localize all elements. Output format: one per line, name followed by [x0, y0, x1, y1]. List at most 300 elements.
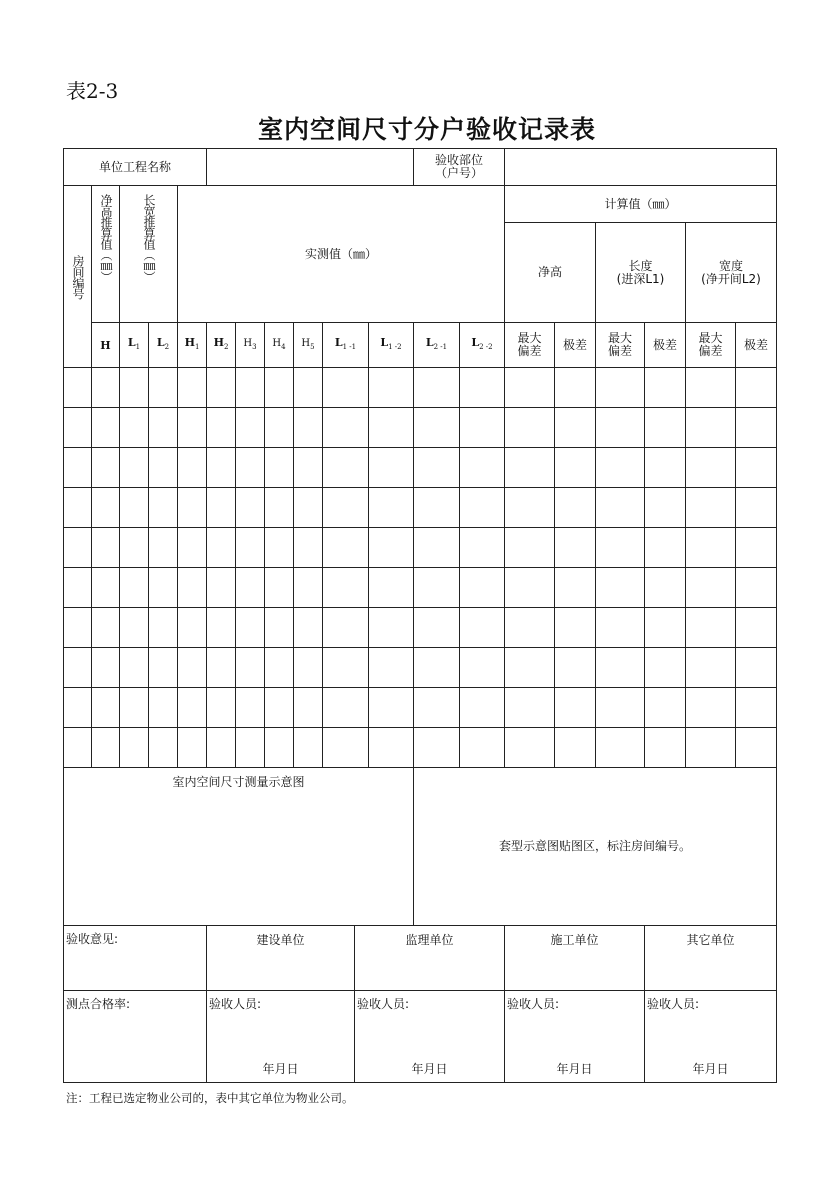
data-cell[interactable] [119, 607, 149, 648]
unit-signature-1[interactable] [206, 990, 355, 1083]
data-cell[interactable] [91, 567, 120, 608]
data-cell[interactable] [91, 527, 120, 568]
unit-signature-3[interactable] [504, 990, 645, 1083]
data-cell[interactable] [685, 567, 736, 608]
data-cell[interactable] [119, 407, 149, 448]
data-cell[interactable] [322, 487, 369, 528]
data-cell[interactable] [554, 447, 596, 488]
sym-h: H [100, 338, 111, 352]
location-label [413, 148, 505, 186]
data-cell[interactable] [91, 607, 120, 648]
sym-l2-1-base: L [425, 335, 434, 349]
data-cell[interactable] [63, 567, 92, 608]
data-cell[interactable] [554, 487, 596, 528]
column-header [177, 322, 207, 368]
data-cell[interactable] [206, 407, 236, 448]
width-header-text-line2: (净开间L2) [701, 271, 761, 286]
lw-est-header-text: 长宽推算值（㎜） [142, 194, 156, 282]
width-header-text-line1: 宽度 [718, 258, 743, 273]
data-cell[interactable] [293, 407, 323, 448]
data-cell[interactable] [554, 727, 596, 768]
data-cell[interactable] [148, 687, 178, 728]
data-cell[interactable] [264, 487, 294, 528]
sym-h1-sub: 1 [194, 343, 200, 352]
data-cell[interactable] [685, 407, 736, 448]
data-cell[interactable] [644, 647, 686, 688]
data-cell[interactable] [293, 727, 323, 768]
data-cell[interactable] [206, 527, 236, 568]
data-cell[interactable] [459, 607, 505, 648]
sym-h3 [243, 337, 256, 354]
data-cell[interactable] [504, 687, 555, 728]
measurement-diagram-label: 室内空间尺寸测量示意图 [172, 775, 305, 789]
data-cell[interactable] [264, 567, 294, 608]
data-cell[interactable] [177, 487, 207, 528]
data-cell[interactable] [735, 487, 777, 528]
data-cell[interactable] [119, 527, 149, 568]
max-dev-width-line1: 最大 [698, 331, 723, 345]
data-cell[interactable] [554, 367, 596, 408]
data-cell[interactable] [595, 687, 645, 728]
data-cell[interactable] [177, 687, 207, 728]
location-label-text-line2: （户号） [434, 166, 483, 180]
data-cell[interactable] [206, 487, 236, 528]
data-cell[interactable] [459, 687, 505, 728]
length-header-text [617, 260, 665, 286]
data-cell[interactable] [685, 687, 736, 728]
data-cell[interactable] [63, 447, 92, 488]
data-cell[interactable] [595, 727, 645, 768]
data-cell[interactable] [504, 487, 555, 528]
data-cell[interactable] [119, 567, 149, 608]
data-cell[interactable] [264, 647, 294, 688]
data-cell[interactable] [459, 527, 505, 568]
data-cell[interactable] [322, 727, 369, 768]
data-cell[interactable] [554, 647, 596, 688]
max-dev-height-line1: 最大 [517, 331, 542, 345]
data-cell[interactable] [206, 687, 236, 728]
data-cell[interactable] [177, 607, 207, 648]
sym-l2-1 [426, 336, 447, 354]
unit-header-1 [206, 925, 355, 991]
measurement-diagram-area[interactable] [63, 767, 414, 926]
data-cell[interactable] [413, 487, 460, 528]
data-cell[interactable] [413, 647, 460, 688]
max-dev-width [698, 332, 722, 358]
sym-h2 [214, 336, 229, 354]
clear-height-header-text: 净高 [537, 265, 562, 279]
sym-h1-base: H [184, 335, 195, 349]
data-cell[interactable] [459, 567, 505, 608]
data-cell[interactable] [368, 487, 414, 528]
data-cell[interactable] [148, 447, 178, 488]
unit-header-4 [644, 925, 777, 991]
data-cell[interactable] [119, 727, 149, 768]
data-cell[interactable] [735, 607, 777, 648]
data-cell[interactable] [504, 607, 555, 648]
sym-h1 [185, 336, 200, 354]
data-cell[interactable] [177, 727, 207, 768]
data-cell[interactable] [413, 527, 460, 568]
sym-l2 [157, 336, 169, 354]
data-cell[interactable] [685, 607, 736, 648]
sym-l2-1-sub: 2 -1 [433, 343, 448, 352]
sym-l1-1-sub: 1 -1 [342, 343, 357, 352]
data-cell[interactable] [293, 527, 323, 568]
data-cell[interactable] [595, 527, 645, 568]
data-cell[interactable] [504, 447, 555, 488]
column-header [504, 322, 555, 368]
data-cell[interactable] [459, 647, 505, 688]
data-cell[interactable] [644, 447, 686, 488]
column-header [322, 322, 369, 368]
measured-header-text: 实测值（㎜） [304, 246, 377, 261]
data-cell[interactable] [177, 407, 207, 448]
data-cell[interactable] [685, 527, 736, 568]
data-cell[interactable] [554, 607, 596, 648]
data-cell[interactable] [595, 447, 645, 488]
column-header [148, 322, 178, 368]
data-cell[interactable] [644, 687, 686, 728]
column-header [91, 322, 120, 368]
data-cell[interactable] [685, 487, 736, 528]
date-label: 年月日 [692, 1062, 729, 1076]
sym-h5 [301, 337, 314, 354]
data-cell[interactable] [264, 447, 294, 488]
column-header [293, 322, 323, 368]
max-dev-height [517, 332, 541, 358]
data-cell[interactable] [177, 447, 207, 488]
data-cell[interactable] [148, 487, 178, 528]
data-cell[interactable] [235, 527, 265, 568]
data-cell[interactable] [554, 407, 596, 448]
column-header [554, 322, 596, 368]
location-label-text-line1: 验收部位 [434, 153, 483, 167]
pass-rate-label: 测点合格率: [66, 997, 131, 1011]
data-cell[interactable] [293, 647, 323, 688]
data-cell[interactable] [644, 407, 686, 448]
data-cell[interactable] [63, 607, 92, 648]
data-cell[interactable] [63, 407, 92, 448]
sym-h4-sub: 4 [281, 342, 286, 351]
data-cell[interactable] [735, 407, 777, 448]
data-cell[interactable] [206, 367, 236, 408]
max-dev-length-line2: 偏差 [607, 344, 632, 358]
column-header [235, 322, 265, 368]
data-cell[interactable] [413, 367, 460, 408]
data-cell[interactable] [322, 687, 369, 728]
data-cell[interactable] [413, 447, 460, 488]
data-cell[interactable] [148, 527, 178, 568]
data-cell[interactable] [119, 647, 149, 688]
unit-signature-4[interactable] [644, 990, 777, 1083]
data-cell[interactable] [91, 647, 120, 688]
data-cell[interactable] [293, 367, 323, 408]
data-cell[interactable] [504, 567, 555, 608]
data-cell[interactable] [177, 647, 207, 688]
sym-l2-sub: 2 [164, 343, 170, 352]
floor-plan-paste-area[interactable] [413, 767, 777, 926]
data-cell[interactable] [459, 447, 505, 488]
data-cell[interactable] [685, 727, 736, 768]
unit-signature-2[interactable] [354, 990, 505, 1083]
opinion-label: 验收意见: [66, 932, 119, 946]
project-name-field[interactable] [206, 148, 414, 186]
data-cell[interactable] [293, 447, 323, 488]
data-cell[interactable] [735, 647, 777, 688]
data-cell[interactable] [644, 567, 686, 608]
range-height: 极差 [562, 337, 587, 352]
data-cell[interactable] [735, 447, 777, 488]
data-cell[interactable] [91, 687, 120, 728]
unit-header-3 [504, 925, 645, 991]
data-cell[interactable] [504, 527, 555, 568]
data-cell[interactable] [413, 567, 460, 608]
data-cell[interactable] [459, 487, 505, 528]
sym-l1-sub: 1 [135, 343, 141, 352]
measured-header [177, 185, 505, 323]
column-header [264, 322, 294, 368]
data-cell[interactable] [119, 367, 149, 408]
sym-h2-base: H [213, 335, 224, 349]
data-cell[interactable] [644, 367, 686, 408]
data-cell[interactable] [322, 607, 369, 648]
data-cell[interactable] [63, 727, 92, 768]
sym-l1-2-sub: 1 -2 [388, 343, 402, 352]
data-cell[interactable] [368, 607, 414, 648]
sym-l1 [128, 336, 140, 354]
column-header [413, 322, 460, 368]
data-cell[interactable] [368, 647, 414, 688]
column-header [368, 322, 414, 368]
clear-height-header [504, 222, 596, 323]
data-cell[interactable] [685, 367, 736, 408]
data-cell[interactable] [504, 407, 555, 448]
data-cell[interactable] [735, 567, 777, 608]
location-field[interactable] [504, 148, 777, 186]
data-cell[interactable] [595, 567, 645, 608]
width-header [685, 222, 777, 323]
pass-rate-cell[interactable] [63, 990, 207, 1083]
sym-h3-base: H [243, 337, 253, 349]
data-cell[interactable] [63, 527, 92, 568]
inspector-label: 验收人员: [357, 997, 410, 1011]
data-cell[interactable] [735, 527, 777, 568]
footnote: 注：工程已选定物业公司的，表中其它单位为物业公司。 [66, 1091, 354, 1105]
data-cell[interactable] [235, 607, 265, 648]
max-dev-width-line2: 偏差 [698, 344, 723, 358]
sym-h2-sub: 2 [223, 343, 229, 352]
data-cell[interactable] [148, 407, 178, 448]
sym-l1-2-base: L [380, 335, 389, 349]
data-cell[interactable] [413, 407, 460, 448]
sym-h4-base: H [272, 337, 282, 349]
location-label-text [435, 154, 483, 180]
data-cell[interactable] [264, 367, 294, 408]
data-cell[interactable] [504, 647, 555, 688]
data-cell[interactable] [91, 487, 120, 528]
sym-l2-2 [471, 336, 492, 354]
data-cell[interactable] [235, 367, 265, 408]
data-cell[interactable] [264, 687, 294, 728]
data-cell[interactable] [235, 687, 265, 728]
data-cell[interactable] [413, 607, 460, 648]
data-cell[interactable] [235, 647, 265, 688]
data-cell[interactable] [119, 447, 149, 488]
data-cell[interactable] [735, 367, 777, 408]
unit-name: 其它单位 [686, 933, 735, 947]
data-cell[interactable] [177, 367, 207, 408]
data-cell[interactable] [177, 527, 207, 568]
data-cell[interactable] [459, 727, 505, 768]
data-cell[interactable] [148, 727, 178, 768]
inspector-label: 验收人员: [647, 997, 700, 1011]
data-cell[interactable] [63, 647, 92, 688]
data-cell[interactable] [235, 487, 265, 528]
unit-name: 监理单位 [405, 933, 454, 947]
data-cell[interactable] [206, 447, 236, 488]
lw-est-header [119, 185, 178, 323]
inspector-label: 验收人员: [209, 997, 262, 1011]
data-cell[interactable] [459, 367, 505, 408]
inspector-label: 验收人员: [507, 997, 560, 1011]
data-cell[interactable] [264, 407, 294, 448]
data-cell[interactable] [504, 727, 555, 768]
data-cell[interactable] [322, 647, 369, 688]
data-cell[interactable] [91, 407, 120, 448]
data-cell[interactable] [206, 567, 236, 608]
data-cell[interactable] [264, 607, 294, 648]
data-cell[interactable] [368, 567, 414, 608]
data-cell[interactable] [595, 607, 645, 648]
sym-l1-1 [335, 336, 356, 354]
data-cell[interactable] [235, 447, 265, 488]
data-cell[interactable] [206, 607, 236, 648]
column-header [644, 322, 686, 368]
data-cell[interactable] [206, 727, 236, 768]
data-cell[interactable] [554, 527, 596, 568]
data-cell[interactable] [293, 687, 323, 728]
data-cell[interactable] [293, 567, 323, 608]
data-cell[interactable] [595, 487, 645, 528]
data-cell[interactable] [595, 367, 645, 408]
data-cell[interactable] [322, 527, 369, 568]
page-title: 室内空间尺寸分户验收记录表 [257, 115, 596, 144]
data-cell[interactable] [735, 727, 777, 768]
data-cell[interactable] [148, 647, 178, 688]
calculated-header-text: 计算值（㎜） [604, 196, 677, 211]
data-cell[interactable] [504, 367, 555, 408]
max-dev-height-line2: 偏差 [517, 344, 542, 358]
sym-h5-base: H [301, 337, 311, 349]
data-cell[interactable] [63, 687, 92, 728]
data-cell[interactable] [91, 727, 120, 768]
data-cell[interactable] [644, 607, 686, 648]
data-cell[interactable] [554, 567, 596, 608]
data-cell[interactable] [644, 727, 686, 768]
room-no-header-text: 房间编号 [71, 254, 85, 299]
height-est-header [91, 185, 120, 323]
data-cell[interactable] [368, 727, 414, 768]
floor-plan-paste-label: 套型示意图贴图区，标注房间编号。 [498, 839, 691, 853]
unit-header-2 [354, 925, 505, 991]
date-label: 年月日 [262, 1062, 299, 1076]
data-cell[interactable] [91, 447, 120, 488]
data-cell[interactable] [63, 487, 92, 528]
room-no-header [63, 185, 92, 368]
length-header [595, 222, 686, 323]
data-cell[interactable] [595, 407, 645, 448]
data-cell[interactable] [235, 567, 265, 608]
data-cell[interactable] [368, 527, 414, 568]
data-cell[interactable] [322, 407, 369, 448]
data-cell[interactable] [148, 367, 178, 408]
data-cell[interactable] [595, 647, 645, 688]
data-cell[interactable] [368, 447, 414, 488]
sym-l1-2 [380, 336, 401, 354]
data-cell[interactable] [368, 687, 414, 728]
data-cell[interactable] [554, 687, 596, 728]
sym-h3-sub: 3 [252, 342, 257, 351]
sym-l1-1-base: L [334, 335, 343, 349]
data-cell[interactable] [685, 647, 736, 688]
data-cell[interactable] [264, 527, 294, 568]
data-cell[interactable] [293, 607, 323, 648]
data-cell[interactable] [413, 687, 460, 728]
column-header [685, 322, 736, 368]
data-cell[interactable] [644, 487, 686, 528]
data-cell[interactable] [206, 647, 236, 688]
data-cell[interactable] [235, 407, 265, 448]
height-est-header-text: 净高推算值（㎜） [99, 194, 113, 282]
length-header-text-line2: (进深L1) [616, 271, 665, 286]
data-cell[interactable] [413, 727, 460, 768]
data-cell[interactable] [91, 367, 120, 408]
data-cell[interactable] [368, 407, 414, 448]
data-cell[interactable] [119, 687, 149, 728]
unit-name: 建设单位 [256, 933, 305, 947]
data-cell[interactable] [644, 527, 686, 568]
data-cell[interactable] [177, 567, 207, 608]
data-cell[interactable] [322, 367, 369, 408]
sym-l2-2-base: L [471, 335, 480, 349]
data-cell[interactable] [63, 367, 92, 408]
data-cell[interactable] [235, 727, 265, 768]
data-cell[interactable] [293, 487, 323, 528]
sym-l2-base: L [156, 335, 165, 349]
width-header-text [701, 260, 761, 286]
data-cell[interactable] [322, 447, 369, 488]
opinion-cell[interactable] [63, 925, 207, 991]
length-header-text-line1: 长度 [628, 258, 653, 273]
data-cell[interactable] [685, 447, 736, 488]
sym-l2-2-sub: 2 -2 [479, 343, 493, 352]
column-header [459, 322, 505, 368]
data-cell[interactable] [264, 727, 294, 768]
range-width: 极差 [743, 337, 768, 352]
data-cell[interactable] [119, 487, 149, 528]
data-cell[interactable] [148, 567, 178, 608]
data-cell[interactable] [368, 367, 414, 408]
data-cell[interactable] [459, 407, 505, 448]
data-cell[interactable] [735, 687, 777, 728]
data-cell[interactable] [322, 567, 369, 608]
column-header [735, 322, 777, 368]
date-label: 年月日 [411, 1062, 448, 1076]
data-cell[interactable] [148, 607, 178, 648]
calculated-header [504, 185, 777, 223]
project-name-label-text: 单位工程名称 [98, 159, 171, 174]
